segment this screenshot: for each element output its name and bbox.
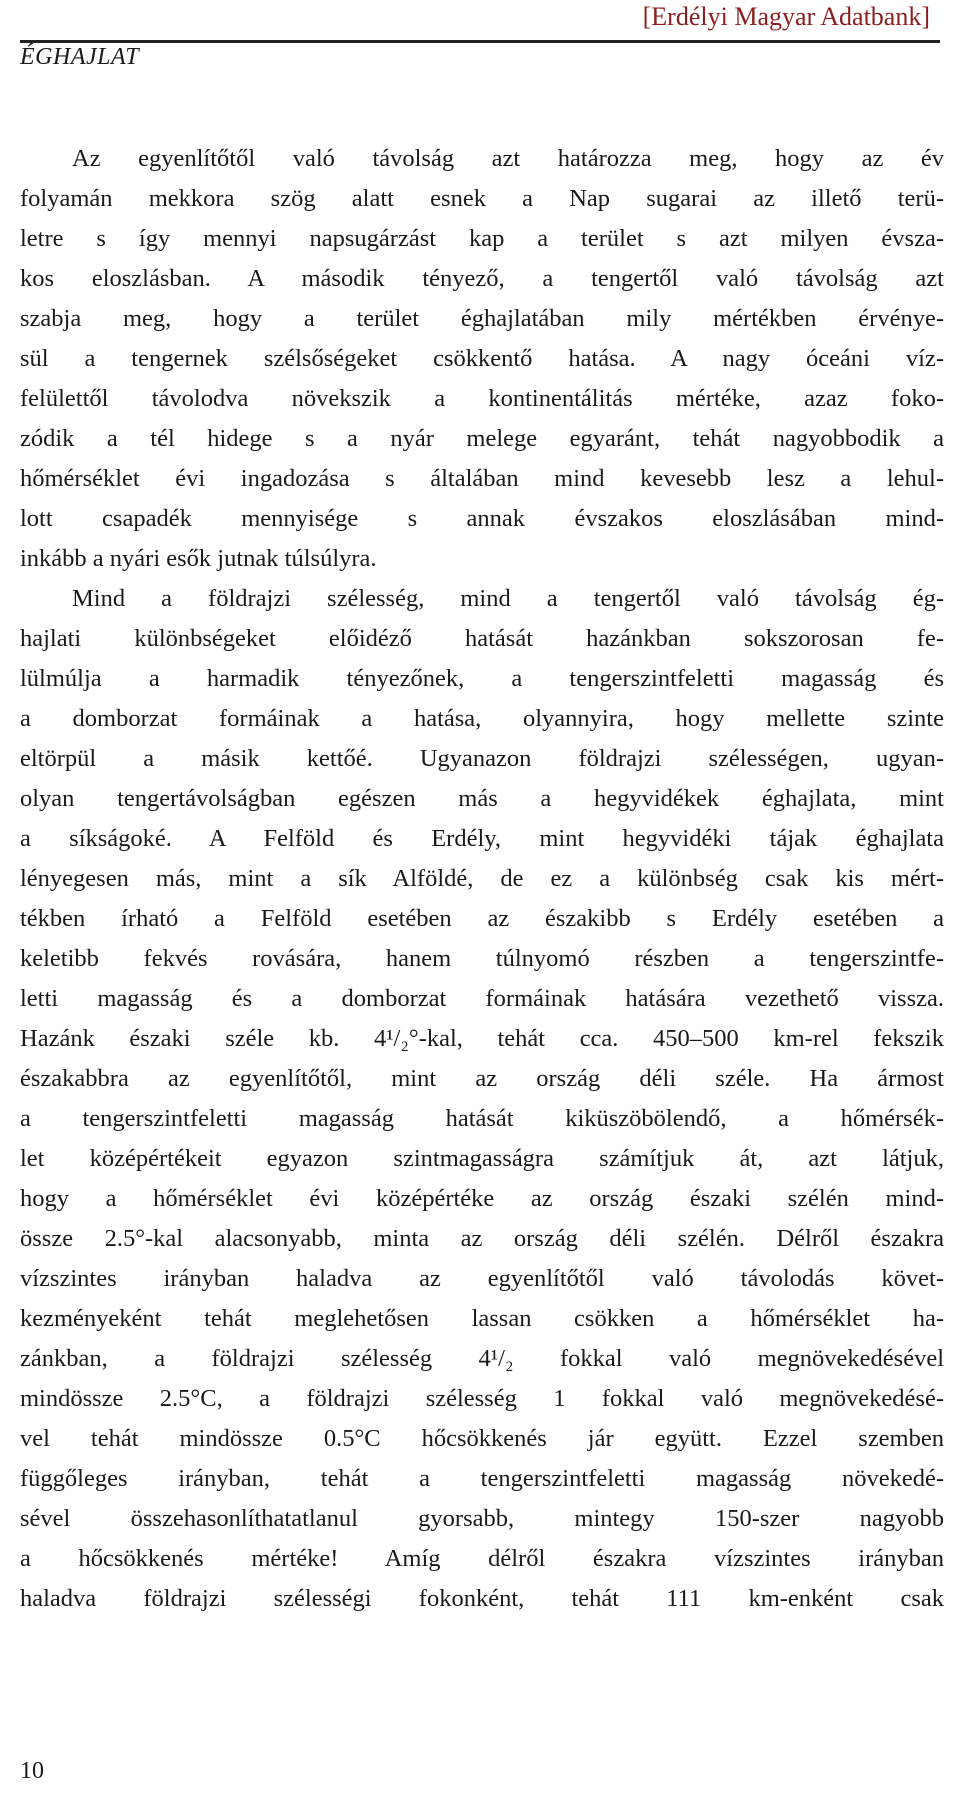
page-header <box>20 0 940 43</box>
text-line: hajlati különbségeket előidéző hatását hazánkban sokszorosan fe- <box>20 625 944 652</box>
text-line: lülmúlja a harmadik tényezőnek, a tengerszintfeletti magasság és <box>20 665 944 692</box>
text-line: let középértékeit egyazon szintmagasságra számítjuk át, azt látjuk, <box>20 1145 944 1172</box>
paragraph-1 <box>20 139 944 579</box>
text-line: felülettől távolodva növekszik a kontinentálitás mértéke, azaz foko- <box>20 385 944 412</box>
text-line: letre s így mennyi napsugárzást kap a terület s azt milyen évsza- <box>20 225 944 252</box>
text-line: kos eloszlásban. A második tényező, a tengertől való távolság azt <box>20 265 944 292</box>
text-line: északabbra az egyenlítőtől, mint az ország déli széle. Ha ármost <box>20 1065 944 1092</box>
text-line: zánkban, a földrajzi szélesség 4¹/₂ fokkal való megnövekedésével <box>20 1345 944 1372</box>
text-line: olyan tengertávolságban egészen más a hegyvidékek éghajlata, mint <box>20 785 944 812</box>
text-line: lott csapadék mennyisége s annak évszakos eloszlásában mind- <box>20 505 944 532</box>
text-line: Hazánk északi széle kb. 4¹/₂°-kal, tehát cca. 450–500 km-rel fekszik <box>20 1025 944 1052</box>
text-line: Mind a földrajzi szélesség, mind a tengertől való távolság ég- <box>72 585 944 612</box>
text-line: keletibb fekvés rovására, hanem túlnyomó részben a tengerszintfe- <box>20 945 944 972</box>
text-line: vel tehát mindössze 0.5°C hőcsökkenés jár együtt. Ezzel szemben <box>20 1425 944 1452</box>
text-line: eltörpül a másik kettőé. Ugyanazon földrajzi szélességen, ugyan- <box>20 745 944 772</box>
text-line: sül a tengernek szélsőségeket csökkentő hatása. A nagy óceáni víz- <box>20 345 944 372</box>
text-line: a domborzat formáinak a hatása, olyannyira, hogy mellette szinte <box>20 705 944 732</box>
text-line: hogy a hőmérséklet évi középértéke az ország északi szélén mind- <box>20 1185 944 1212</box>
text-line: tékben írható a Felföld esetében az északibb s Erdély esetében a <box>20 905 944 932</box>
section-title: ÉGHAJLAT <box>20 44 140 70</box>
page-number: 10 <box>20 1758 44 1784</box>
paragraph-2 <box>20 579 944 1619</box>
text-line: sével összehasonlíthatatlanul gyorsabb, mintegy 150-szer nagyobb <box>20 1505 944 1532</box>
text-line: lényegesen más, mint a sík Alföldé, de ez a különbség csak kis mért- <box>20 865 944 892</box>
text-line: haladva földrajzi szélességi fokonként, tehát 111 km-enként csak <box>20 1585 944 1612</box>
text-line: függőleges irányban, tehát a tengerszintfeletti magasság növekedé- <box>20 1465 944 1492</box>
text-line: a síkságoké. A Felföld és Erdély, mint hegyvidéki tájak éghajlata <box>20 825 944 852</box>
text-line: a hőcsökkenés mértéke! Amíg délről északra vízszintes irányban <box>20 1545 944 1572</box>
text-line: letti magasság és a domborzat formáinak hatására vezethető vissza. <box>20 985 944 1012</box>
text-line: vízszintes irányban haladva az egyenlítőtől való távolodás követ- <box>20 1265 944 1292</box>
text-line: zódik a tél hidege s a nyár melege egyaránt, tehát nagyobbodik a <box>20 425 944 452</box>
text-line: inkább a nyári esők jutnak túlsúlyra. <box>20 545 377 572</box>
text-line: kezményeként tehát meglehetősen lassan csökken a hőmérséklet ha- <box>20 1305 944 1332</box>
body-text <box>20 139 944 1619</box>
text-line: össze 2.5°-kal alacsonyabb, minta az ország déli szélén. Délről északra <box>20 1225 944 1252</box>
text-line: Az egyenlítőtől való távolság azt határozza meg, hogy az év <box>72 145 944 172</box>
text-line: hőmérséklet évi ingadozása s általában mind kevesebb lesz a lehul- <box>20 465 944 492</box>
text-line: szabja meg, hogy a terület éghajlatában mily mértékben érvénye- <box>20 305 944 332</box>
text-line: a tengerszintfeletti magasság hatását kiküszöbölendő, a hőmérsék- <box>20 1105 944 1132</box>
site-label: [Erdélyi Magyar Adatbank] <box>642 2 930 31</box>
text-line: folyamán mekkora szög alatt esnek a Nap sugarai az illető terü- <box>20 185 944 212</box>
text-line: mindössze 2.5°C, a földrajzi szélesség 1 fokkal való megnövekedésé- <box>20 1385 944 1412</box>
